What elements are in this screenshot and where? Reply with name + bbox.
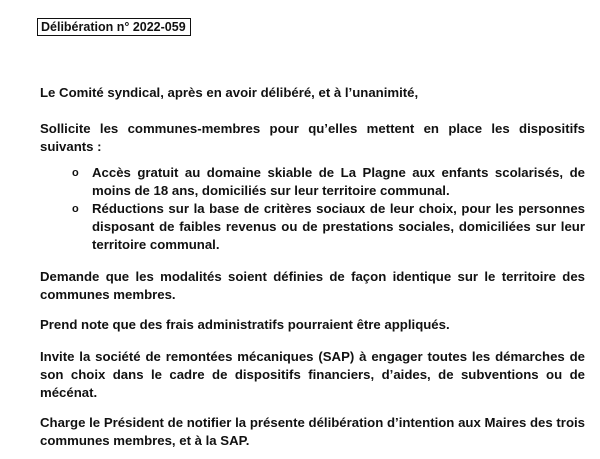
invite-paragraph: Invite la société de remontées mécaniques (SAP) à engager toutes les démarches de son choix dans le cadre de dispositifs financiers, d’aides, de subventions ou de mécénat.	[40, 349, 585, 400]
sollicite-paragraph: Sollicite les communes-membres pour qu’elles mettent en place les dispositifs suivants :	[40, 121, 585, 154]
list-item-social-reductions: Réductions sur la base de critères sociaux de leur choix, pour les personnes disposant de faibles revenus ou de prestations sociales, domiciliées sur leur territoire communal.	[92, 201, 585, 252]
demande-paragraph: Demande que les modalités soient définies de façon identique sur le territoire des communes membres.	[40, 269, 585, 302]
prend-note-paragraph: Prend note que des frais administratifs pourraient être appliqués.	[40, 317, 450, 332]
charge-paragraph: Charge le Président de notifier la présente délibération d’intention aux Maires des trois communes membres, et à la SAP.	[40, 415, 585, 448]
bullet-marker-1: o	[72, 167, 79, 179]
deliberation-title: Délibération n° 2022-059	[37, 18, 191, 36]
bullet-marker-2: o	[72, 203, 79, 215]
intro-paragraph: Le Comité syndical, après en avoir délibéré, et à l’unanimité,	[40, 85, 419, 100]
list-item-free-ski-access: Accès gratuit au domaine skiable de La Plagne aux enfants scolarisés, de moins de 18 ans, domiciliés sur leur territoire communal.	[92, 165, 585, 198]
